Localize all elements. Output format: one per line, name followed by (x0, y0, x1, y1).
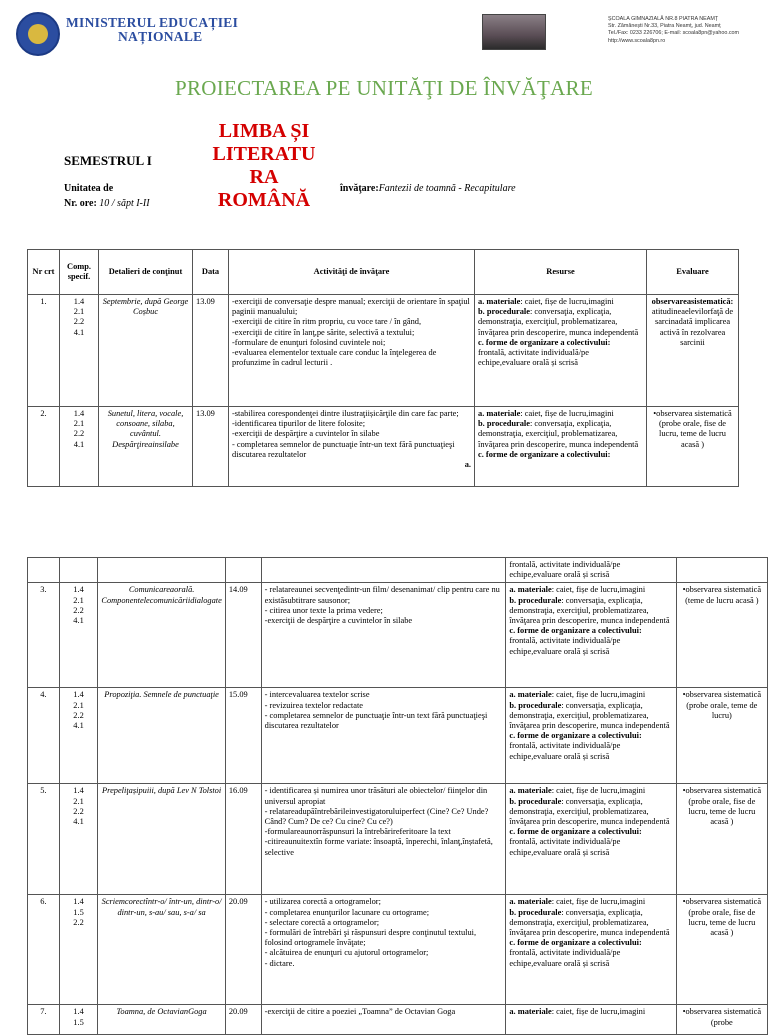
competence-code: 2.1 (73, 307, 85, 317)
competence-code: 2.1 (73, 796, 84, 806)
competence-code: 1.4 (73, 786, 84, 796)
res-organization (478, 338, 643, 369)
activity-item: -exerciţii de citire în ritm propriu, cu voce tare / în gând, (232, 317, 422, 327)
res-organization (509, 827, 672, 858)
activity-item: - identificarea și numirea unor trăsături ale obiectelor/ fiinţelor din universul apropiat (264, 786, 488, 806)
table-row (28, 895, 768, 1005)
table-header-row (28, 250, 739, 295)
res-materials (509, 585, 672, 595)
evaluation-text: •observarea sistematică (probe orale, fise de lucru, teme de lucru acasă ) (682, 786, 762, 827)
res-procedural-text: : conversaţia, explicaţia, demonstraţia, exerciţiul, problematizarea, învăţarea prin descoperire, munca independentă (478, 419, 639, 449)
continuation-row (28, 558, 768, 583)
activity-item: - formulări de întrebări şi răspunsuri despre conţinutul textului, folosind ortogramele învăţate; (264, 928, 477, 948)
competence-code: 4.1 (73, 327, 85, 337)
competence-code: 1.4 (73, 585, 84, 595)
table-row (28, 784, 768, 895)
continuation-resources: frontală, activitate individuală/pe echipe,evaluare orală și scrisă (506, 558, 676, 583)
competence-code: 1.4 (73, 1007, 84, 1017)
row-evaluation (647, 295, 739, 407)
res-procedural-label: b. procedurale (509, 907, 562, 917)
school-info-line: Tel./Fax: 0233 226706; E-mail: scoala8pn@yahoo.com (608, 30, 740, 37)
res-procedural-text: : conversaţia, explicaţia, demonstraţia, exerciţiul, problematizarea, învăţarea prin descoperire, munca independentă (509, 796, 670, 827)
unit-topic-key: învăţare: (340, 183, 379, 194)
res-materials-label: a. materiale (509, 786, 552, 796)
table-row (28, 688, 768, 784)
row-competences (60, 407, 99, 487)
activity-tail: a. (464, 460, 471, 470)
page-header (0, 0, 768, 72)
res-materials-label: a. materiale (509, 1007, 552, 1017)
res-materials-label: a. materiale (509, 897, 552, 907)
unit-topic (340, 183, 516, 194)
res-organization-label: c. forme de organizare a colectivului: (509, 731, 642, 741)
res-procedural (509, 596, 672, 627)
activity-item: -citireaunuitextîn forme variate: însoaptă, înperechi, înlanţ,înștafetă, selective (264, 837, 493, 857)
row-date: 13.09 (193, 295, 229, 407)
school-info-line: http://www.scoala8pn.ro (608, 37, 666, 44)
row-resources (506, 688, 676, 784)
row-date: 14.09 (225, 583, 261, 688)
competence-code: 1.4 (73, 297, 85, 306)
evaluation-bold: observareasistematică: (651, 297, 734, 306)
res-procedural (478, 419, 643, 450)
row-evaluation (676, 1005, 767, 1035)
row-activities (261, 1005, 506, 1035)
row-date: 15.09 (225, 688, 261, 784)
school-info-line: Str. Zămănești Nr.33, Piatra Neamț, jud. Neamț (608, 23, 721, 30)
res-organization-label: c. forme de organizare a colectivului: (509, 827, 642, 837)
row-resources (475, 407, 647, 487)
row-date: 20.09 (225, 1005, 261, 1035)
col-comp: Comp. specif. (60, 250, 99, 295)
row-content: Septembrie, după George Coșbuc (99, 295, 193, 407)
competence-code: 2.2 (73, 429, 85, 439)
activity-item: -formulareaunorrăspunsuri la întrebărireferitoare la text (264, 827, 451, 837)
competence-code: 2.1 (73, 419, 85, 429)
evaluation-text: •observarea sistematică (probe orale, teme de lucru) (682, 690, 762, 720)
activity-item: - selectare corectă a ortogramelor; (264, 917, 380, 927)
row-activities (229, 407, 475, 487)
competence-code: 2.1 (73, 700, 84, 710)
row-content: Sunetul, litera, vocale, consoane, silaba, cuvântul. Despărţireainsilabe (99, 407, 193, 487)
row-activities (261, 688, 506, 784)
hours-key: Nr. ore: (64, 198, 97, 209)
res-materials-label: a. materiale (509, 690, 552, 700)
page-title: PROIECTAREA PE UNITĂŢI DE ÎNVĂŢARE (175, 76, 593, 100)
plan-table-top (27, 249, 739, 487)
row-competences (59, 688, 98, 784)
row-activities (261, 583, 506, 688)
col-nr: Nr crt (28, 250, 60, 295)
row-number: 5. (28, 784, 60, 895)
activity-item: -evaluarea elementelor textuale care conduc la înţelegerea de profunzime în cadrul lecturii . (232, 348, 437, 368)
res-organization-text: frontală, activitate individuală/pe echipe,evaluare orală și scrisă (478, 348, 589, 368)
activity-item: -identificarea tipurilor de litere folosite; (232, 419, 366, 429)
evaluation-text: atitudineaelevilorfaţă de sarcinadată implicarea activă în rezolvarea sarcinii (651, 307, 734, 347)
table-row (28, 407, 739, 487)
res-organization-text: frontală, activitate individuală/pe echipe,evaluare orală și scrisă (509, 948, 621, 968)
competence-code: 4.1 (73, 616, 84, 626)
row-evaluation (676, 895, 767, 1005)
res-organization-label: c. forme de organizare a colectivului: (509, 626, 642, 636)
subject-line: LIMBA ȘI (218, 120, 310, 142)
res-procedural-text: : conversaţia, explicaţia, demonstraţia, exerciţiul, problematizarea, învăţarea prin descoperire, munca independentă (509, 595, 670, 626)
row-number: 6. (28, 895, 60, 1005)
unit-label: Unitatea de (64, 183, 114, 194)
ministry-name (66, 16, 238, 44)
res-organization-text: frontală, activitate individuală/pe echipe,evaluare orală și scrisă (509, 741, 621, 761)
row-competences (59, 895, 98, 1005)
continuation-cell (98, 558, 225, 583)
res-materials-text: : caiet, fișe de lucru,imagini (551, 690, 646, 700)
semester-label: SEMESTRUL I (64, 153, 152, 168)
evaluation-text: •observarea sistematică (probe orale, fise de lucru, teme de lucru acasă ) (653, 409, 732, 449)
res-procedural-text: : conversaţia, explicaţia, demonstraţia, exerciţiul, problematizarea, învăţarea prin descoperire, munca independentă (478, 307, 639, 337)
res-organization-label: c. forme de organizare a colectivului: (509, 938, 642, 948)
continuation-cell (676, 558, 767, 583)
row-number: 7. (28, 1005, 60, 1035)
competence-code: 4.1 (73, 721, 84, 731)
res-materials-text: : caiet, fișe de lucru,imagini (551, 786, 646, 796)
res-procedural-text: : conversaţia, explicaţia, demonstraţia, exerciţiul, problematizarea, învăţarea prin descoperire, munca independentă (509, 907, 670, 938)
row-number: 3. (28, 583, 60, 688)
competence-code: 1.5 (73, 1017, 84, 1027)
res-procedural (509, 908, 672, 939)
activity-item: - alcătuirea de enunţuri cu ajutorul ortogramelor; (264, 948, 429, 958)
res-organization (509, 938, 672, 969)
competence-code: 1.4 (73, 897, 84, 907)
ministry-line-2: NAȚIONALE (118, 29, 203, 44)
res-materials-text: : caiet, fișe de lucru,imagini (551, 585, 646, 595)
res-procedural (478, 307, 643, 338)
res-materials (509, 897, 672, 907)
activity-item: - completarea enunţurilor lacunare cu ortograme; (264, 907, 430, 917)
activity-item: - revizuirea textelor redactate (264, 700, 364, 710)
ministry-logo (16, 12, 60, 56)
row-content: Prepeliţașipuiii, după Lev N Tolstoi (98, 784, 225, 895)
res-organization-text: frontală, activitate individuală/pe echipe,evaluare orală și scrisă (509, 837, 621, 857)
col-data: Data (193, 250, 229, 295)
row-evaluation (676, 688, 767, 784)
table-row (28, 583, 768, 688)
activity-item: - citirea unor texte la prima vedere; (264, 605, 383, 615)
res-procedural-label: b. procedurale (509, 595, 562, 605)
competence-code: 4.1 (73, 439, 85, 449)
row-date: 16.09 (225, 784, 261, 895)
res-materials-text: : caiet, fișe de lucru,imagini (520, 409, 614, 418)
competence-code: 1.4 (73, 409, 85, 418)
plan-table-bottom (27, 557, 768, 1035)
subject-line: ROMÂNĂ (217, 189, 311, 211)
row-date: 20.09 (225, 895, 261, 1005)
ministry-line-1: MINISTERUL EDUCAȚIEI (66, 15, 239, 30)
res-procedural-label: b. procedurale (478, 307, 530, 317)
res-materials-text: : caiet, fișe de lucru,imagini (551, 1007, 646, 1017)
res-procedural-label: b. procedurale (478, 419, 530, 429)
continuation-cell (225, 558, 261, 583)
school-info (608, 16, 766, 45)
evaluation-text: •observarea sistematică (teme de lucru acasă ) (682, 585, 762, 605)
res-organization-label: c. forme de organizare a colectivului: (478, 449, 611, 459)
row-resources (506, 895, 676, 1005)
col-act: Activităţi de învăţare (229, 250, 475, 295)
subject-line: RA (249, 166, 279, 188)
subject-title (204, 120, 324, 212)
row-date: 13.09 (193, 407, 229, 487)
col-res: Resurse (475, 250, 647, 295)
res-organization (509, 626, 672, 657)
activity-item: -exerciţii de conversaţie despre manual; exerciţii de orientare în spaţiul paginii manualului; (232, 297, 470, 317)
activity-item: -exerciţii de citire în lanţ,pe sărite, selectivă a textului; (232, 327, 415, 337)
activity-item: - intercevaluarea textelor scrise (264, 690, 370, 700)
row-resources (506, 583, 676, 688)
activity-item: - completarea semnelor de punctuaţie într-un text fără punctuaţieşi discutarea rezultatelor (264, 710, 488, 731)
res-materials-text: : caiet, fișe de lucru,imagini (520, 297, 614, 306)
row-competences (59, 784, 98, 895)
res-materials (509, 1007, 672, 1017)
res-organization (478, 450, 643, 460)
row-content: Propoziţia. Semnele de punctuaţie (98, 688, 225, 784)
activity-item: - relatareadupăîntrebărileinvestigatoruluiperfect (Cine? Ce? Unde? Când? Cum? De ce? Cu cine? Cu ce?) (264, 806, 489, 827)
row-number: 2. (28, 407, 60, 487)
competence-code: 2.2 (73, 917, 84, 927)
hours-label (64, 198, 150, 209)
res-materials (509, 690, 672, 700)
row-competences (59, 1005, 98, 1035)
continuation-cell (261, 558, 506, 583)
activity-item: -exerciţii de citire a poeziei „Toamna” de Octavian Goga (264, 1007, 456, 1017)
activity-item: -formulare de enunţuri folosind cuvintele noi; (232, 337, 386, 347)
res-procedural (509, 797, 672, 828)
row-competences (59, 583, 98, 688)
row-resources (506, 1005, 676, 1035)
row-evaluation (647, 407, 739, 487)
row-evaluation (676, 784, 767, 895)
hours-value: 10 / săpt I-II (96, 198, 150, 209)
continuation-cell (59, 558, 98, 583)
activity-item: - relatareaunei secvenţedintr-un film/ desenanimat/ clip pentru care nu existăsubtitrare sausonor; (264, 585, 500, 605)
row-number: 1. (28, 295, 60, 407)
evaluation-text: •observarea sistematică (probe (682, 1007, 762, 1027)
activity-item: -stabilirea corespondenţei dintre ilustraţiișicărţile din care fac parte; (232, 409, 459, 418)
row-competences (60, 295, 99, 407)
res-materials-label: a. materiale (509, 585, 552, 595)
row-number: 4. (28, 688, 60, 784)
competence-code: 2.2 (73, 317, 85, 327)
activity-item: -exerciţii de despărţire a cuvintelor în silabe (264, 616, 413, 626)
competence-code: 1.4 (73, 690, 84, 700)
row-activities (229, 295, 475, 407)
competence-code: 2.2 (73, 806, 84, 816)
res-materials-label: a. materiale (478, 409, 521, 418)
row-activities (261, 784, 506, 895)
competence-code: 2.2 (73, 605, 84, 615)
activity-item: - utilizarea corectă a ortogramelor; (264, 897, 381, 907)
res-procedural-label: b. procedurale (509, 700, 562, 710)
col-eval: Evaluare (647, 250, 739, 295)
res-procedural-label: b. procedurale (509, 796, 562, 806)
activity-item: - dictare. (264, 958, 295, 968)
res-organization-label: c. forme de organizare a colectivului: (478, 337, 611, 347)
res-organization-text: frontală, activitate individuală/pe echipe,evaluare orală și scrisă (509, 636, 621, 656)
res-materials-label: a. materiale (478, 297, 521, 306)
res-materials (478, 297, 643, 307)
competence-code: 2.2 (73, 710, 84, 720)
row-resources (506, 784, 676, 895)
competence-code: 4.1 (73, 817, 84, 827)
row-content: Scriemcorectîntr-o/ într-un, dintr-o/ dintr-un, s-au/ sau, s-a/ sa (98, 895, 225, 1005)
school-info-line: ȘCOALA GIMNAZIALĂ NR.8 PIATRA NEAMȚ (608, 16, 719, 22)
school-logo (482, 14, 546, 50)
res-procedural-text: : conversaţia, explicaţia, demonstraţia, exerciţiul, problematizarea, învăţarea prin descoperire, munca independentă (509, 700, 670, 731)
res-materials-text: : caiet, fișe de lucru,imagini (551, 897, 646, 907)
table-row (28, 1005, 768, 1035)
competence-code: 2.1 (73, 595, 84, 605)
activity-item: -exerciţii de despărţire a cuvintelor în silabe (232, 429, 380, 439)
unit-topic-value: Fantezii de toamnă - Recapitulare (378, 183, 516, 194)
competence-code: 1.5 (73, 907, 84, 917)
row-evaluation (676, 583, 767, 688)
row-activities (261, 895, 506, 1005)
col-det: Detalieri de conţinut (99, 250, 193, 295)
activity-item: - completarea semnelor de punctuaţie într-un text fără punctuaţieşi discutarea rezultatelor (232, 439, 455, 459)
table-row (28, 295, 739, 407)
res-materials (478, 409, 643, 419)
continuation-cell (28, 558, 60, 583)
subject-line: LITERATU (212, 143, 316, 165)
res-procedural (509, 701, 672, 732)
row-resources (475, 295, 647, 407)
row-content: Comunicareaorală. Componentelecomunicăriidialogate (98, 583, 225, 688)
row-content: Toamna, de OctavianGoga (98, 1005, 225, 1035)
res-materials (509, 786, 672, 796)
evaluation-text: •observarea sistematică (probe orale, fise de lucru, teme de lucru acasă ) (682, 897, 762, 938)
res-organization (509, 731, 672, 762)
